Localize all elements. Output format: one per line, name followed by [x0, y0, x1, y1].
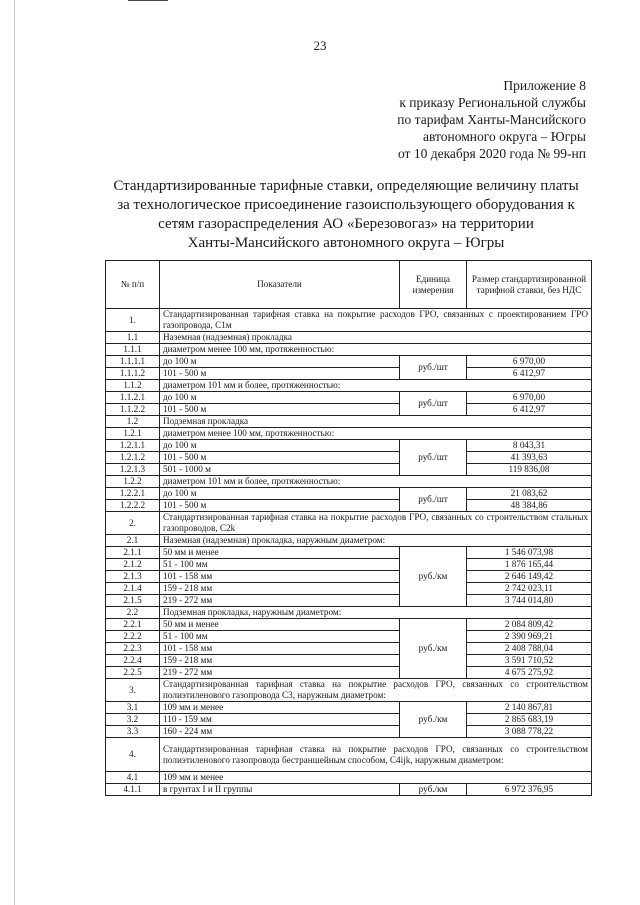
row-num: 2.2	[106, 607, 160, 619]
row-value: 6 970,00	[467, 392, 592, 404]
row-value: 8 043,31	[467, 440, 592, 452]
table-row	[106, 655, 592, 667]
row-text: диаметром менее 100 мм, протяженностью:	[160, 428, 592, 440]
table-row	[106, 784, 592, 796]
row-num: 1.1.2.2	[106, 404, 160, 416]
header-value: Размер стандартизированной тарифной ставки, без НДС	[467, 261, 592, 309]
row-text: 109 мм и менее	[160, 772, 592, 784]
row-unit: руб./км	[400, 702, 467, 738]
row-value: 41 393,63	[467, 452, 592, 464]
row-text: Наземная (надземная) прокладка	[160, 332, 592, 344]
row-text: в грунтах I и II группы	[160, 784, 400, 796]
row-text: 101 - 500 м	[160, 368, 400, 380]
row-num: 2.1.5	[106, 595, 160, 607]
row-value: 2 408 788,04	[467, 643, 592, 655]
tariff-rates-table	[105, 260, 592, 796]
row-num: 2.2.1	[106, 619, 160, 631]
scan-margin-line	[14, 0, 15, 905]
table-row	[106, 512, 592, 535]
row-num: 1.	[106, 309, 160, 332]
row-num: 3.3	[106, 726, 160, 738]
row-unit: руб./шт	[400, 392, 467, 416]
row-text: 501 - 1000 м	[160, 464, 400, 476]
row-text: 219 - 272 мм	[160, 595, 400, 607]
title-line: Стандартизированные тарифные ставки, определяющие величину платы	[113, 178, 579, 194]
row-value: 6 970,00	[467, 356, 592, 368]
row-num: 2.1.1	[106, 547, 160, 559]
table-row	[106, 772, 592, 784]
table-row	[106, 702, 592, 714]
table-row	[106, 332, 592, 344]
row-value: 1 876 165,44	[467, 559, 592, 571]
row-text: Подземная прокладка, наружным диаметром:	[160, 607, 592, 619]
row-text: 160 - 224 мм	[160, 726, 400, 738]
table-row	[106, 356, 592, 368]
row-value: 6 412,97	[467, 404, 592, 416]
row-num: 2.1.3	[106, 571, 160, 583]
table-row	[106, 416, 592, 428]
row-value: 1 546 073,98	[467, 547, 592, 559]
row-num: 3.	[106, 679, 160, 702]
row-num: 2.2.4	[106, 655, 160, 667]
row-num: 1.1.2.1	[106, 392, 160, 404]
appendix-line: автономного округа – Югры	[423, 129, 586, 144]
table-row	[106, 714, 592, 726]
title-line: Ханты-Мансийского автономного округа – Югры	[187, 235, 505, 251]
title-line: сетям газораспределения АО «Березовогаз» на территории	[158, 216, 534, 232]
row-num: 2.2.5	[106, 667, 160, 679]
row-unit: руб./шт	[400, 440, 467, 476]
header-unit: Единица измерения	[400, 261, 467, 309]
row-text: 50 мм и менее	[160, 547, 400, 559]
table-row	[106, 547, 592, 559]
row-text: диаметром 101 мм и более, протяженностью:	[160, 380, 592, 392]
table-row	[106, 309, 592, 332]
row-num: 4.1	[106, 772, 160, 784]
table-row	[106, 535, 592, 547]
row-num: 1.1.1.1	[106, 356, 160, 368]
table-row	[106, 368, 592, 380]
row-text: диаметром 101 мм и более, протяженностью:	[160, 476, 592, 488]
page-number: 23	[313, 38, 327, 53]
row-value: 3 088 778,22	[467, 726, 592, 738]
row-text: 159 - 218 мм	[160, 655, 400, 667]
row-unit: руб./шт	[400, 356, 467, 380]
row-text: Стандартизированная тарифная ставка на покрытие расходов ГРО, связанных со строительством полиэтиленового газопровода бестраншейным способом, С4ijk, наружным диаметром:	[160, 738, 592, 772]
row-text: 110 - 159 мм	[160, 714, 400, 726]
scan-top-mark	[128, 0, 168, 1]
table-row	[106, 440, 592, 452]
row-value: 6 412,97	[467, 368, 592, 380]
row-text: Стандартизированная тарифная ставка на покрытие расходов ГРО, связанных с проектированием ГРО газопровода, С1м	[160, 309, 592, 332]
table-row	[106, 488, 592, 500]
row-text: до 100 м	[160, 488, 400, 500]
header-name: Показатели	[160, 261, 400, 309]
document-title	[98, 177, 594, 253]
row-num: 2.	[106, 512, 160, 535]
row-num: 4.	[106, 738, 160, 772]
table-row	[106, 726, 592, 738]
row-text: до 100 м	[160, 392, 400, 404]
appendix-line: Приложение 8	[503, 78, 586, 93]
table-row	[106, 619, 592, 631]
row-num: 2.1.2	[106, 559, 160, 571]
row-num: 1.2.2	[106, 476, 160, 488]
row-unit: руб./шт	[400, 488, 467, 512]
row-unit: руб./км	[400, 619, 467, 679]
row-text: до 100 м	[160, 440, 400, 452]
header-num: № п/п	[106, 261, 160, 309]
row-text: Стандартизированная тарифная ставка на покрытие расходов ГРО, связанных со строительством стальных газопроводов, С2k	[160, 512, 592, 535]
row-text: диаметром менее 100 мм, протяженностью:	[160, 344, 592, 356]
table-row	[106, 571, 592, 583]
row-text: 101 - 158 мм	[160, 571, 400, 583]
row-num: 1.2.2.1	[106, 488, 160, 500]
table-row	[106, 464, 592, 476]
row-num: 1.2.1.2	[106, 452, 160, 464]
row-value: 3 744 014,80	[467, 595, 592, 607]
row-num: 3.2	[106, 714, 160, 726]
row-num: 2.1.4	[106, 583, 160, 595]
row-value: 21 083,62	[467, 488, 592, 500]
row-text: 101 - 500 м	[160, 404, 400, 416]
row-text: 109 мм и менее	[160, 702, 400, 714]
row-text: Наземная (надземная) прокладка, наружным диаметром:	[160, 535, 592, 547]
table-row	[106, 607, 592, 619]
row-num: 1.1	[106, 332, 160, 344]
table-row	[106, 595, 592, 607]
row-text: Подземная прокладка	[160, 416, 592, 428]
table-row	[106, 404, 592, 416]
row-text: 51 - 100 мм	[160, 631, 400, 643]
table-row	[106, 500, 592, 512]
row-unit: руб./км	[400, 547, 467, 607]
table-row	[106, 631, 592, 643]
table-row	[106, 452, 592, 464]
row-num: 1.2.1.1	[106, 440, 160, 452]
table-row	[106, 559, 592, 571]
row-value: 2 390 969,21	[467, 631, 592, 643]
row-value: 3 591 710,52	[467, 655, 592, 667]
table-row	[106, 643, 592, 655]
row-num: 1.2.1.3	[106, 464, 160, 476]
row-num: 1.1.1.2	[106, 368, 160, 380]
row-text: до 100 м	[160, 356, 400, 368]
row-num: 4.1.1	[106, 784, 160, 796]
row-value: 2 742 023,11	[467, 583, 592, 595]
row-num: 2.2.3	[106, 643, 160, 655]
row-num: 3.1	[106, 702, 160, 714]
table-row	[106, 476, 592, 488]
row-text: 51 - 100 мм	[160, 559, 400, 571]
row-value: 2 646 149,42	[467, 571, 592, 583]
row-value: 6 972 376,95	[467, 784, 592, 796]
row-num: 1.2.1	[106, 428, 160, 440]
table-row	[106, 380, 592, 392]
row-text: 219 - 272 мм	[160, 667, 400, 679]
row-unit: руб./км	[400, 784, 467, 796]
row-num: 1.1.2	[106, 380, 160, 392]
row-text: 50 мм и менее	[160, 619, 400, 631]
row-num: 1.2.2.2	[106, 500, 160, 512]
row-value: 4 675 275,92	[467, 667, 592, 679]
row-value: 2 140 867,81	[467, 702, 592, 714]
appendix-line: по тарифам Ханты-Мансийского	[397, 112, 586, 127]
appendix-line: к приказу Региональной службы	[399, 95, 586, 110]
table-row	[106, 428, 592, 440]
row-text: 101 - 158 мм	[160, 643, 400, 655]
row-value: 2 084 809,42	[467, 619, 592, 631]
table-row	[106, 344, 592, 356]
table-row	[106, 583, 592, 595]
appendix-block	[286, 77, 586, 162]
table-row	[106, 679, 592, 702]
table-header-row	[106, 261, 592, 309]
row-value: 119 836,08	[467, 464, 592, 476]
row-text: Стандартизированная тарифная ставка на покрытие расходов ГРО, связанных со строительством полиэтиленового газопровода С3, наружным диаметром:	[160, 679, 592, 702]
table-row	[106, 667, 592, 679]
table-row	[106, 738, 592, 772]
table-row	[106, 392, 592, 404]
row-text: 101 - 500 м	[160, 452, 400, 464]
row-text: 101 - 500 м	[160, 500, 400, 512]
row-value: 48 384,86	[467, 500, 592, 512]
row-num: 2.1	[106, 535, 160, 547]
row-num: 1.1.1	[106, 344, 160, 356]
row-text: 159 - 218 мм	[160, 583, 400, 595]
row-value: 2 865 683,19	[467, 714, 592, 726]
row-num: 2.2.2	[106, 631, 160, 643]
appendix-line: от 10 декабря 2020 года № 99-нп	[397, 146, 586, 161]
title-line: за технологическое присоединение газоиспользующего оборудования к	[117, 197, 575, 213]
row-num: 1.2	[106, 416, 160, 428]
